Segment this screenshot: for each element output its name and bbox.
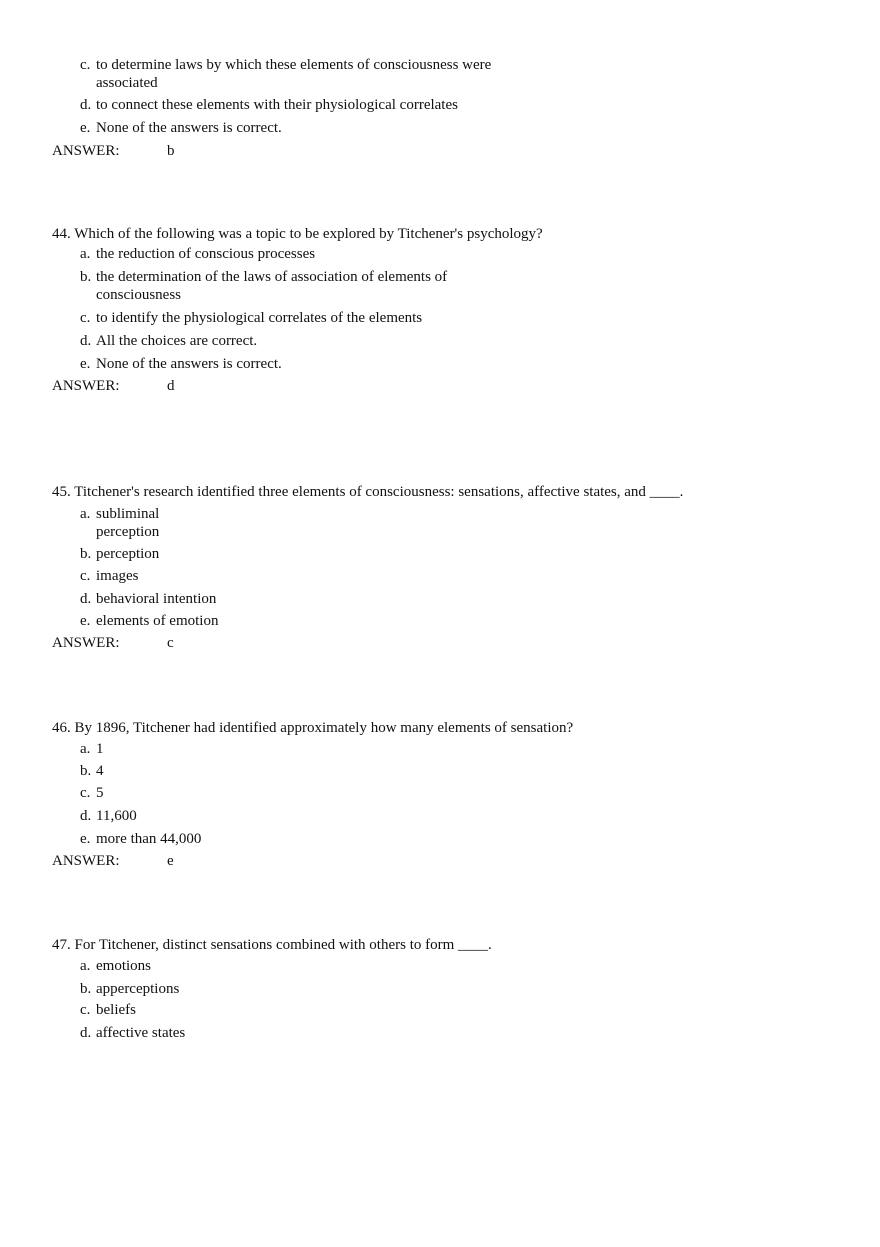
- question-stem: 46. By 1896, Titchener had identified approximately how many elements of sensation?: [52, 720, 574, 736]
- answer-label: ANSWER:: [52, 143, 120, 159]
- option-letter: e.: [80, 120, 91, 136]
- answer-value: d: [167, 378, 175, 394]
- option-text: to connect these elements with their physiological correlates: [96, 97, 458, 113]
- answer-value: b: [167, 143, 175, 159]
- option-letter: b.: [80, 546, 92, 562]
- option-letter: b.: [80, 269, 92, 285]
- option-letter: c.: [80, 57, 91, 73]
- option-letter: c.: [80, 568, 91, 584]
- option-letter: d.: [80, 591, 92, 607]
- option-letter: a.: [80, 506, 91, 522]
- option-letter: a.: [80, 958, 91, 974]
- option-text: None of the answers is correct.: [96, 120, 282, 136]
- option-text: the reduction of conscious processes: [96, 246, 316, 262]
- option-letter: c.: [80, 1002, 91, 1018]
- option-letter: d.: [80, 333, 92, 349]
- option-text: All the choices are correct.: [96, 333, 258, 349]
- answer-label: ANSWER:: [52, 635, 120, 651]
- option-text: to identify the physiological correlates of the elements: [96, 310, 423, 326]
- option-text: the determination of the laws of association of elements of consciousness: [96, 269, 448, 303]
- option-text: perception: [96, 546, 160, 562]
- option-text: 1: [96, 741, 104, 757]
- option-letter: a.: [80, 246, 91, 262]
- option-letter: e.: [80, 356, 91, 372]
- option-text: elements of emotion: [96, 613, 219, 629]
- option-text: more than 44,000: [96, 831, 202, 847]
- question-stem: 45. Titchener's research identified three elements of consciousness: sensations, affective states, and ____.: [52, 484, 684, 500]
- option-letter: a.: [80, 741, 91, 757]
- answer-value: e: [167, 853, 174, 869]
- option-text: affective states: [96, 1025, 186, 1041]
- option-text: images: [96, 568, 139, 584]
- option-text: apperceptions: [96, 981, 180, 997]
- option-letter: d.: [80, 808, 92, 824]
- option-text: 11,600: [96, 808, 137, 824]
- option-text: behavioral intention: [96, 591, 217, 607]
- option-letter: d.: [80, 97, 92, 113]
- option-text: 5: [96, 785, 104, 801]
- option-letter: b.: [80, 763, 92, 779]
- option-letter: b.: [80, 981, 92, 997]
- question-stem: 47. For Titchener, distinct sensations combined with others to form ____.: [52, 937, 492, 953]
- option-letter: e.: [80, 613, 91, 629]
- option-text: subliminal perception: [96, 506, 160, 540]
- option-text: None of the answers is correct.: [96, 356, 282, 372]
- answer-label: ANSWER:: [52, 378, 120, 394]
- answer-label: ANSWER:: [52, 853, 120, 869]
- option-text: 4: [96, 763, 104, 779]
- option-letter: c.: [80, 785, 91, 801]
- option-letter: d.: [80, 1025, 92, 1041]
- question-stem: 44. Which of the following was a topic to be explored by Titchener's psychology?: [52, 226, 543, 242]
- option-text: beliefs: [96, 1002, 136, 1018]
- option-letter: c.: [80, 310, 91, 326]
- answer-value: c: [167, 635, 174, 651]
- option-letter: e.: [80, 831, 91, 847]
- option-text: to determine laws by which these elements of consciousness were associated: [96, 57, 492, 91]
- option-text: emotions: [96, 958, 151, 974]
